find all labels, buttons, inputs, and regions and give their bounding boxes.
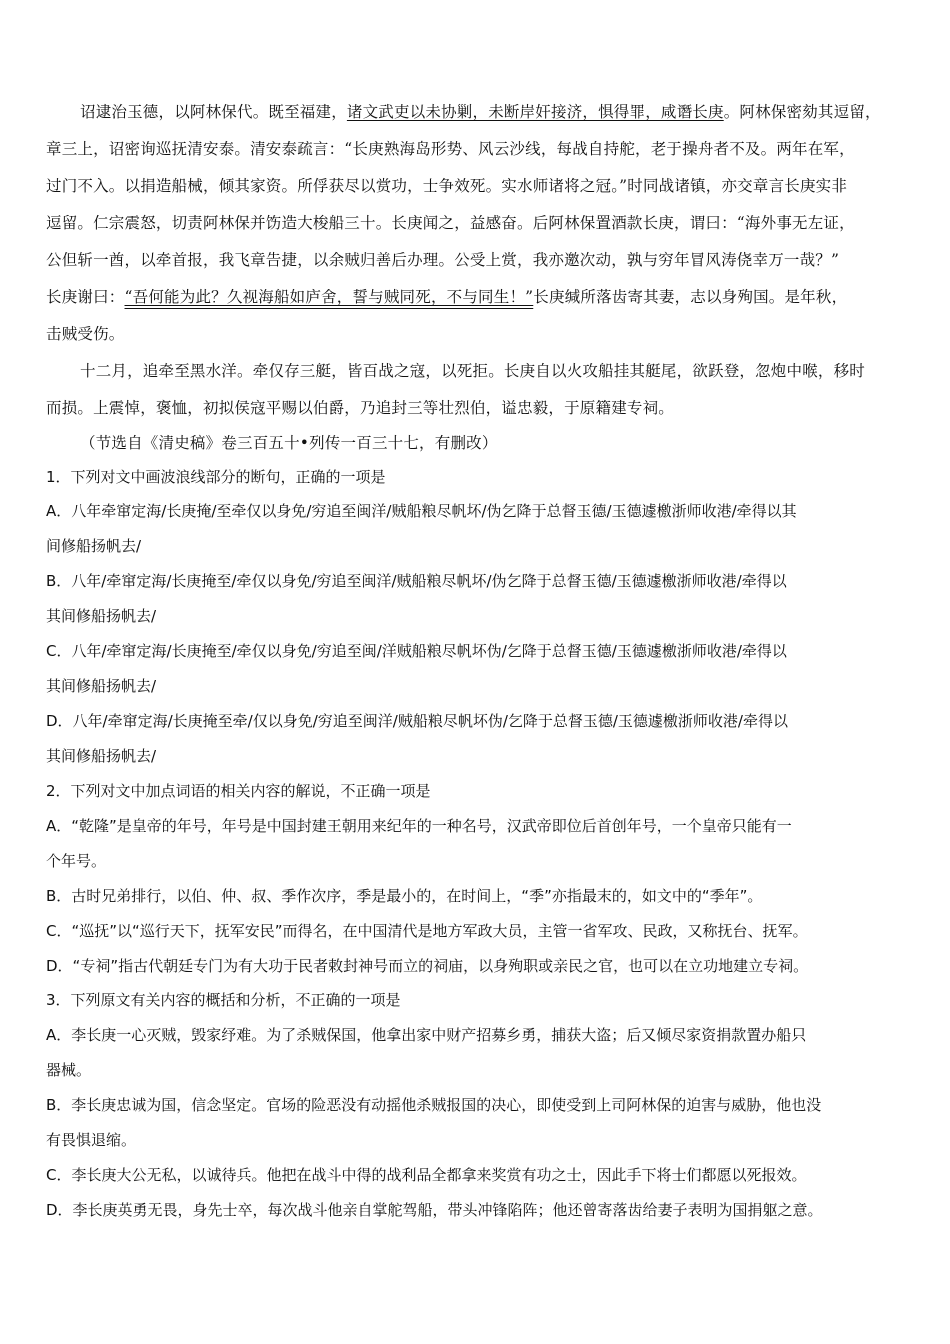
passage-line-7: 击贼受伤。 <box>46 325 125 343</box>
passage-text: 诏逮治玉德，以阿林保代。既至福建， <box>80 103 347 121</box>
q3-option-a: A．李长庚一心灭贼，毁家纾难。为了杀贼保国，他拿出家中财产招募乡勇，捕获大盗；后又倾尽家资捐款置办船只 <box>46 1026 807 1044</box>
passage-line-9: 而损。上震悼，褒恤，初拟侯寇平赐以伯爵，乃追封三等壮烈伯，谥忠毅，于原籍建专祠。 <box>46 399 675 417</box>
passage-line-5: 公但斩一酋，以牵首报，我飞章告捷，以余贼归善后办理。公受上赏，我亦邀次动，孰与穷年冒风涛侥幸万一哉？” <box>46 251 840 269</box>
passage-line-1 <box>80 102 881 122</box>
question-2: 2．下列对文中加点词语的相关内容的解说，不正确一项是 <box>46 782 431 800</box>
underlined-phrase: 诸文武吏以未协剿，未断岸奸接济，惧得罪，咸谮长庚 <box>346 103 724 121</box>
q2-option-b: B．古时兄弟排行，以伯、仲、叔、季作次序，季是最小的，在时间上，“季”亦指最末的，如文中的“季年”。 <box>46 887 763 905</box>
q3-option-c: C．李长庚大公无私，以诚待兵。他把在战斗中得的战利品全都拿来奖赏有功之士，因此手下将士们都愿以死报效。 <box>46 1166 807 1184</box>
underlined-quote: “吾何能为此？久视海船如庐舍，誓与贼同死，不与同生！” <box>124 288 534 306</box>
q1-option-c-cont: 其间修船扬帆去/ <box>46 677 157 695</box>
q2-option-a-cont: 个年号。 <box>46 852 107 870</box>
question-1: 1．下列对文中画波浪线部分的断句，正确的一项是 <box>46 468 386 486</box>
q1-option-a: A．八年牵窜定海/长庚掩/至牵仅以身免/穷追至闽洋/贼船粮尽帆坏/伪乞降于总督玉德/玉德遽檄浙师收港/牵得以其 <box>46 502 797 520</box>
q3-option-d: D．李长庚英勇无畏，身先士卒，每次战斗他亲自掌舵驾船，带头冲锋陷阵；他还曾寄落齿给妻子表明为国捐躯之意。 <box>46 1201 823 1219</box>
q1-option-b: B．八年/牵窜定海/长庚掩至/牵仅以身免/穷追至闽洋/贼船粮尽帆坏/伪乞降于总督玉德/玉德遽檄浙师收港/牵得以 <box>46 572 787 590</box>
question-3: 3．下列原文有关内容的概括和分析，不正确的一项是 <box>46 991 401 1009</box>
q2-option-a: A．“乾隆”是皇帝的年号，年号是中国封建王朝用来纪年的一种名号，汉武帝即位后首创年号，一个皇帝只能有一 <box>46 817 792 835</box>
q1-option-c: C．八年/牵窜定海/长庚掩至/牵仅以身免/穷追至闽/洋贼船粮尽帆坏伪/乞降于总督玉德/玉德遽檄浙师收港/牵得以 <box>46 642 787 660</box>
passage-text: 长庚缄所落齿寄其妻，志以身殉国。是年秋， <box>533 288 848 306</box>
passage-line-3: 过门不入。以捐造船械，倾其家资。所俘获尽以赏功，士争效死。实水师诸将之冠。”时同战诸镇，亦交章言长庚实非 <box>46 177 848 195</box>
passage-line-2: 章三上，诏密询巡抚清安泰。清安泰疏言：“长庚熟海岛形势、风云沙线，每战自持舵，老于操舟者不及。两年在军， <box>46 140 855 158</box>
q1-option-d: D．八年/牵窜定海/长庚掩至牵/仅以身免/穷追至闽洋/贼船粮尽帆坏伪/乞降于总督玉德/玉德遽檄浙师收港/牵得以 <box>46 712 788 730</box>
passage-line-6 <box>46 287 847 307</box>
passage-text: 长庚谢曰： <box>46 288 125 306</box>
passage-source: （节选自《清史稿》卷三百五十•列传一百三十七，有删改） <box>80 434 498 452</box>
q2-option-d: D．“专祠”指古代朝廷专门为有大功于民者敕封神号而立的祠庙，以身殉职或亲民之官，也可以在立功地建立专祠。 <box>46 957 809 975</box>
q3-option-b-cont: 有畏惧退缩。 <box>46 1131 137 1149</box>
q1-option-a-cont: 间修船扬帆去/ <box>46 537 142 555</box>
q1-option-b-cont: 其间修船扬帆去/ <box>46 607 157 625</box>
q3-option-b: B．李长庚忠诚为国，信念坚定。官场的险恶没有动摇他杀贼报国的决心，即使受到上司阿林保的迫害与威胁，他也没 <box>46 1096 822 1114</box>
q3-option-a-cont: 器械。 <box>46 1061 92 1079</box>
q1-option-d-cont: 其间修船扬帆去/ <box>46 747 157 765</box>
q2-option-c: C．“巡抚”以“巡行天下，抚军安民”而得名，在中国清代是地方军政大员，主管一省军攻、民政，又称抚台、抚军。 <box>46 922 808 940</box>
passage-text: 。阿林保密劾其逗留， <box>723 103 881 121</box>
passage-line-4: 逗留。仁宗震怒，切责阿林保并饬造大梭船三十。长庚闻之，益感奋。后阿林保置酒款长庚，谓曰：“海外事无左证， <box>46 214 855 232</box>
passage-line-8: 十二月，追牵至黑水洋。牵仅存三艇，皆百战之寇，以死拒。长庚自以火攻船挂其艇尾，欲跃登，忽炮中喉，移时 <box>80 362 866 380</box>
